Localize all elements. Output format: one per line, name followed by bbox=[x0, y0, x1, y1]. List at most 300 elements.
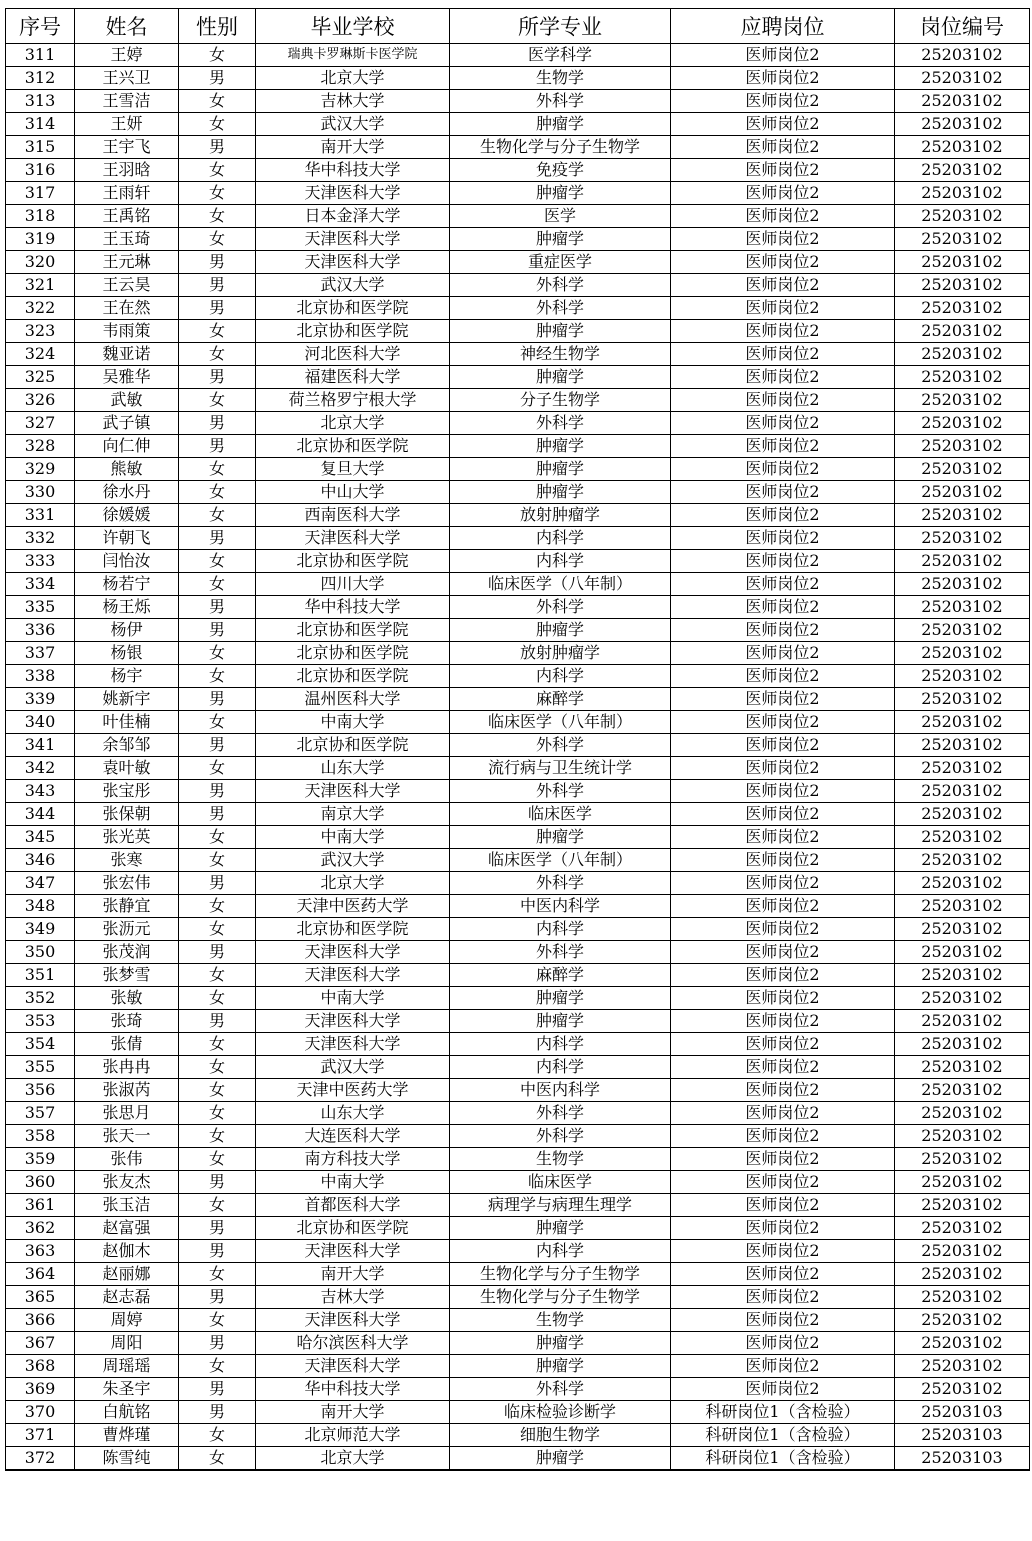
table-row bbox=[6, 366, 1030, 389]
serial-cell: 332 bbox=[6, 527, 75, 550]
gender-cell: 女 bbox=[179, 895, 256, 918]
school-cell: 北京协和医学院 bbox=[256, 918, 450, 941]
gender-cell: 女 bbox=[179, 1355, 256, 1378]
gender-cell: 男 bbox=[179, 780, 256, 803]
major-cell: 生物化学与分子生物学 bbox=[450, 1286, 671, 1309]
school-cell: 西南医科大学 bbox=[256, 504, 450, 527]
position-code-cell: 25203102 bbox=[895, 1332, 1030, 1355]
school-cell: 北京协和医学院 bbox=[256, 734, 450, 757]
position-cell: 医师岗位2 bbox=[671, 389, 895, 412]
school-cell: 武汉大学 bbox=[256, 113, 450, 136]
serial-cell: 365 bbox=[6, 1286, 75, 1309]
major-cell: 肿瘤学 bbox=[450, 987, 671, 1010]
major-cell: 内科学 bbox=[450, 550, 671, 573]
major-cell: 肿瘤学 bbox=[450, 1447, 671, 1471]
position-cell: 科研岗位1（含检验） bbox=[671, 1401, 895, 1424]
serial-cell: 321 bbox=[6, 274, 75, 297]
serial-cell: 350 bbox=[6, 941, 75, 964]
name-cell: 杨银 bbox=[75, 642, 179, 665]
gender-cell: 女 bbox=[179, 1079, 256, 1102]
gender-cell: 男 bbox=[179, 872, 256, 895]
table-row bbox=[6, 1424, 1030, 1447]
position-cell: 医师岗位2 bbox=[671, 918, 895, 941]
serial-cell: 342 bbox=[6, 757, 75, 780]
position-cell: 医师岗位2 bbox=[671, 527, 895, 550]
table-row bbox=[6, 1332, 1030, 1355]
name-cell: 曹烨瑾 bbox=[75, 1424, 179, 1447]
name-cell: 魏亚诺 bbox=[75, 343, 179, 366]
position-code-cell: 25203103 bbox=[895, 1424, 1030, 1447]
position-cell: 医师岗位2 bbox=[671, 1102, 895, 1125]
name-cell: 朱圣宇 bbox=[75, 1378, 179, 1401]
gender-cell: 男 bbox=[179, 688, 256, 711]
serial-cell: 324 bbox=[6, 343, 75, 366]
major-cell: 细胞生物学 bbox=[450, 1424, 671, 1447]
position-cell: 医师岗位2 bbox=[671, 205, 895, 228]
table-row bbox=[6, 826, 1030, 849]
position-cell: 医师岗位2 bbox=[671, 274, 895, 297]
position-code-cell: 25203102 bbox=[895, 895, 1030, 918]
table-row bbox=[6, 803, 1030, 826]
serial-cell: 315 bbox=[6, 136, 75, 159]
name-cell: 陈雪纯 bbox=[75, 1447, 179, 1471]
position-code-cell: 25203102 bbox=[895, 182, 1030, 205]
name-cell: 向仁伸 bbox=[75, 435, 179, 458]
gender-cell: 女 bbox=[179, 1447, 256, 1471]
school-cell: 中山大学 bbox=[256, 481, 450, 504]
table-row bbox=[6, 67, 1030, 90]
serial-cell: 352 bbox=[6, 987, 75, 1010]
serial-cell: 312 bbox=[6, 67, 75, 90]
school-cell: 天津医科大学 bbox=[256, 1033, 450, 1056]
school-cell: 中南大学 bbox=[256, 1171, 450, 1194]
name-cell: 张宝彤 bbox=[75, 780, 179, 803]
table-header bbox=[6, 9, 1030, 44]
school-cell: 吉林大学 bbox=[256, 90, 450, 113]
position-cell: 医师岗位2 bbox=[671, 1309, 895, 1332]
gender-cell: 女 bbox=[179, 550, 256, 573]
position-cell: 医师岗位2 bbox=[671, 964, 895, 987]
school-cell: 天津医科大学 bbox=[256, 1355, 450, 1378]
table-row bbox=[6, 757, 1030, 780]
major-cell: 肿瘤学 bbox=[450, 228, 671, 251]
gender-cell: 男 bbox=[179, 297, 256, 320]
major-cell: 生物学 bbox=[450, 67, 671, 90]
major-cell: 外科学 bbox=[450, 297, 671, 320]
serial-cell: 336 bbox=[6, 619, 75, 642]
gender-cell: 女 bbox=[179, 182, 256, 205]
name-cell: 熊敏 bbox=[75, 458, 179, 481]
name-cell: 周瑶瑶 bbox=[75, 1355, 179, 1378]
table-row bbox=[6, 297, 1030, 320]
name-cell: 王禹铭 bbox=[75, 205, 179, 228]
school-cell: 天津医科大学 bbox=[256, 941, 450, 964]
gender-cell: 男 bbox=[179, 274, 256, 297]
table-row bbox=[6, 1447, 1030, 1471]
serial-cell: 353 bbox=[6, 1010, 75, 1033]
major-cell: 神经生物学 bbox=[450, 343, 671, 366]
school-cell: 北京协和医学院 bbox=[256, 1217, 450, 1240]
school-cell: 北京协和医学院 bbox=[256, 297, 450, 320]
table-row bbox=[6, 1033, 1030, 1056]
name-cell: 袁叶敏 bbox=[75, 757, 179, 780]
position-cell: 医师岗位2 bbox=[671, 826, 895, 849]
gender-cell: 男 bbox=[179, 619, 256, 642]
gender-cell: 男 bbox=[179, 941, 256, 964]
major-cell: 外科学 bbox=[450, 1102, 671, 1125]
position-code-cell: 25203103 bbox=[895, 1401, 1030, 1424]
position-cell: 医师岗位2 bbox=[671, 44, 895, 67]
serial-cell: 343 bbox=[6, 780, 75, 803]
school-cell: 天津医科大学 bbox=[256, 964, 450, 987]
col-header-major: 所学专业 bbox=[450, 9, 671, 44]
major-cell: 麻醉学 bbox=[450, 964, 671, 987]
school-cell: 武汉大学 bbox=[256, 274, 450, 297]
position-code-cell: 25203102 bbox=[895, 573, 1030, 596]
position-cell: 医师岗位2 bbox=[671, 757, 895, 780]
major-cell: 临床医学 bbox=[450, 1171, 671, 1194]
serial-cell: 323 bbox=[6, 320, 75, 343]
position-code-cell: 25203102 bbox=[895, 320, 1030, 343]
col-header-serial: 序号 bbox=[6, 9, 75, 44]
position-code-cell: 25203102 bbox=[895, 1079, 1030, 1102]
col-header-position: 应聘岗位 bbox=[671, 9, 895, 44]
serial-cell: 354 bbox=[6, 1033, 75, 1056]
position-code-cell: 25203102 bbox=[895, 1355, 1030, 1378]
position-cell: 医师岗位2 bbox=[671, 619, 895, 642]
major-cell: 肿瘤学 bbox=[450, 1355, 671, 1378]
name-cell: 徐水丹 bbox=[75, 481, 179, 504]
school-cell: 北京协和医学院 bbox=[256, 619, 450, 642]
table-row bbox=[6, 44, 1030, 67]
gender-cell: 男 bbox=[179, 1378, 256, 1401]
table-row bbox=[6, 1217, 1030, 1240]
applicant-roster-table bbox=[5, 8, 1030, 1471]
serial-cell: 372 bbox=[6, 1447, 75, 1471]
table-row bbox=[6, 642, 1030, 665]
position-cell: 医师岗位2 bbox=[671, 1079, 895, 1102]
table-row bbox=[6, 274, 1030, 297]
position-code-cell: 25203102 bbox=[895, 44, 1030, 67]
gender-cell: 女 bbox=[179, 90, 256, 113]
name-cell: 许朝飞 bbox=[75, 527, 179, 550]
major-cell: 麻醉学 bbox=[450, 688, 671, 711]
name-cell: 王兴卫 bbox=[75, 67, 179, 90]
table-row bbox=[6, 412, 1030, 435]
gender-cell: 男 bbox=[179, 67, 256, 90]
name-cell: 王妍 bbox=[75, 113, 179, 136]
name-cell: 武敏 bbox=[75, 389, 179, 412]
serial-cell: 330 bbox=[6, 481, 75, 504]
position-code-cell: 25203102 bbox=[895, 90, 1030, 113]
col-header-name: 姓名 bbox=[75, 9, 179, 44]
school-cell: 北京大学 bbox=[256, 872, 450, 895]
serial-cell: 360 bbox=[6, 1171, 75, 1194]
position-code-cell: 25203102 bbox=[895, 1056, 1030, 1079]
gender-cell: 女 bbox=[179, 44, 256, 67]
major-cell: 内科学 bbox=[450, 1056, 671, 1079]
name-cell: 姚新宇 bbox=[75, 688, 179, 711]
gender-cell: 女 bbox=[179, 1125, 256, 1148]
gender-cell: 男 bbox=[179, 251, 256, 274]
name-cell: 赵伽木 bbox=[75, 1240, 179, 1263]
position-code-cell: 25203102 bbox=[895, 1217, 1030, 1240]
position-code-cell: 25203102 bbox=[895, 987, 1030, 1010]
col-header-position-code: 岗位编号 bbox=[895, 9, 1030, 44]
position-cell: 医师岗位2 bbox=[671, 711, 895, 734]
position-cell: 医师岗位2 bbox=[671, 665, 895, 688]
school-cell: 大连医科大学 bbox=[256, 1125, 450, 1148]
serial-cell: 361 bbox=[6, 1194, 75, 1217]
table-row bbox=[6, 1194, 1030, 1217]
serial-cell: 351 bbox=[6, 964, 75, 987]
gender-cell: 女 bbox=[179, 757, 256, 780]
name-cell: 王玉琦 bbox=[75, 228, 179, 251]
major-cell: 肿瘤学 bbox=[450, 1332, 671, 1355]
major-cell: 病理学与病理生理学 bbox=[450, 1194, 671, 1217]
position-code-cell: 25203102 bbox=[895, 780, 1030, 803]
major-cell: 肿瘤学 bbox=[450, 182, 671, 205]
name-cell: 张琦 bbox=[75, 1010, 179, 1033]
gender-cell: 女 bbox=[179, 320, 256, 343]
position-code-cell: 25203102 bbox=[895, 1102, 1030, 1125]
serial-cell: 313 bbox=[6, 90, 75, 113]
name-cell: 张冉冉 bbox=[75, 1056, 179, 1079]
position-cell: 医师岗位2 bbox=[671, 343, 895, 366]
table-row bbox=[6, 1125, 1030, 1148]
major-cell: 生物化学与分子生物学 bbox=[450, 1263, 671, 1286]
school-cell: 天津中医药大学 bbox=[256, 1079, 450, 1102]
position-code-cell: 25203102 bbox=[895, 343, 1030, 366]
table-row bbox=[6, 527, 1030, 550]
name-cell: 韦雨策 bbox=[75, 320, 179, 343]
gender-cell: 男 bbox=[179, 1332, 256, 1355]
name-cell: 杨宇 bbox=[75, 665, 179, 688]
serial-cell: 344 bbox=[6, 803, 75, 826]
table-row bbox=[6, 711, 1030, 734]
serial-cell: 345 bbox=[6, 826, 75, 849]
gender-cell: 男 bbox=[179, 136, 256, 159]
position-code-cell: 25203102 bbox=[895, 435, 1030, 458]
name-cell: 张思月 bbox=[75, 1102, 179, 1125]
table-row bbox=[6, 780, 1030, 803]
name-cell: 张茂润 bbox=[75, 941, 179, 964]
position-code-cell: 25203102 bbox=[895, 688, 1030, 711]
table-row bbox=[6, 1309, 1030, 1332]
name-cell: 张梦雪 bbox=[75, 964, 179, 987]
major-cell: 免疫学 bbox=[450, 159, 671, 182]
school-cell: 首都医科大学 bbox=[256, 1194, 450, 1217]
school-cell: 中南大学 bbox=[256, 987, 450, 1010]
major-cell: 医学 bbox=[450, 205, 671, 228]
school-cell: 北京大学 bbox=[256, 1447, 450, 1471]
serial-cell: 358 bbox=[6, 1125, 75, 1148]
table-row bbox=[6, 550, 1030, 573]
school-cell: 天津医科大学 bbox=[256, 228, 450, 251]
table-row bbox=[6, 389, 1030, 412]
school-cell: 北京协和医学院 bbox=[256, 642, 450, 665]
serial-cell: 325 bbox=[6, 366, 75, 389]
gender-cell: 男 bbox=[179, 527, 256, 550]
position-code-cell: 25203102 bbox=[895, 918, 1030, 941]
gender-cell: 男 bbox=[179, 734, 256, 757]
school-cell: 华中科技大学 bbox=[256, 1378, 450, 1401]
position-cell: 医师岗位2 bbox=[671, 412, 895, 435]
position-cell: 医师岗位2 bbox=[671, 734, 895, 757]
school-cell: 南开大学 bbox=[256, 1263, 450, 1286]
major-cell: 重症医学 bbox=[450, 251, 671, 274]
serial-cell: 349 bbox=[6, 918, 75, 941]
major-cell: 外科学 bbox=[450, 941, 671, 964]
name-cell: 白航铭 bbox=[75, 1401, 179, 1424]
name-cell: 张沥元 bbox=[75, 918, 179, 941]
major-cell: 外科学 bbox=[450, 872, 671, 895]
school-cell: 四川大学 bbox=[256, 573, 450, 596]
name-cell: 张光英 bbox=[75, 826, 179, 849]
major-cell: 生物化学与分子生物学 bbox=[450, 136, 671, 159]
table-row bbox=[6, 918, 1030, 941]
position-cell: 医师岗位2 bbox=[671, 228, 895, 251]
position-code-cell: 25203102 bbox=[895, 1194, 1030, 1217]
school-cell: 华中科技大学 bbox=[256, 596, 450, 619]
gender-cell: 女 bbox=[179, 458, 256, 481]
school-cell: 哈尔滨医科大学 bbox=[256, 1332, 450, 1355]
position-cell: 医师岗位2 bbox=[671, 504, 895, 527]
major-cell: 肿瘤学 bbox=[450, 1217, 671, 1240]
major-cell: 医学科学 bbox=[450, 44, 671, 67]
serial-cell: 319 bbox=[6, 228, 75, 251]
serial-cell: 331 bbox=[6, 504, 75, 527]
serial-cell: 355 bbox=[6, 1056, 75, 1079]
position-code-cell: 25203102 bbox=[895, 412, 1030, 435]
name-cell: 杨若宁 bbox=[75, 573, 179, 596]
table-row bbox=[6, 964, 1030, 987]
table-row bbox=[6, 1079, 1030, 1102]
school-cell: 中南大学 bbox=[256, 826, 450, 849]
table-row bbox=[6, 251, 1030, 274]
position-cell: 医师岗位2 bbox=[671, 895, 895, 918]
position-code-cell: 25203102 bbox=[895, 826, 1030, 849]
major-cell: 肿瘤学 bbox=[450, 826, 671, 849]
school-cell: 北京协和医学院 bbox=[256, 435, 450, 458]
school-cell: 北京协和医学院 bbox=[256, 665, 450, 688]
gender-cell: 女 bbox=[179, 665, 256, 688]
serial-cell: 326 bbox=[6, 389, 75, 412]
school-cell: 北京大学 bbox=[256, 412, 450, 435]
gender-cell: 女 bbox=[179, 159, 256, 182]
major-cell: 临床医学（八年制） bbox=[450, 573, 671, 596]
name-cell: 闫怡汝 bbox=[75, 550, 179, 573]
major-cell: 临床医学（八年制） bbox=[450, 711, 671, 734]
school-cell: 河北医科大学 bbox=[256, 343, 450, 366]
table-row bbox=[6, 573, 1030, 596]
major-cell: 内科学 bbox=[450, 665, 671, 688]
school-cell: 天津医科大学 bbox=[256, 780, 450, 803]
major-cell: 中医内科学 bbox=[450, 1079, 671, 1102]
gender-cell: 女 bbox=[179, 113, 256, 136]
table-row bbox=[6, 895, 1030, 918]
gender-cell: 女 bbox=[179, 228, 256, 251]
name-cell: 王在然 bbox=[75, 297, 179, 320]
position-cell: 医师岗位2 bbox=[671, 849, 895, 872]
major-cell: 外科学 bbox=[450, 734, 671, 757]
gender-cell: 男 bbox=[179, 1217, 256, 1240]
table-row bbox=[6, 734, 1030, 757]
position-code-cell: 25203102 bbox=[895, 872, 1030, 895]
col-header-gender: 性别 bbox=[179, 9, 256, 44]
serial-cell: 327 bbox=[6, 412, 75, 435]
major-cell: 内科学 bbox=[450, 1033, 671, 1056]
position-code-cell: 25203102 bbox=[895, 1125, 1030, 1148]
school-cell: 山东大学 bbox=[256, 1102, 450, 1125]
school-cell: 复旦大学 bbox=[256, 458, 450, 481]
gender-cell: 女 bbox=[179, 481, 256, 504]
school-cell: 北京协和医学院 bbox=[256, 550, 450, 573]
col-header-school: 毕业学校 bbox=[256, 9, 450, 44]
major-cell: 肿瘤学 bbox=[450, 619, 671, 642]
serial-cell: 346 bbox=[6, 849, 75, 872]
name-cell: 张伟 bbox=[75, 1148, 179, 1171]
name-cell: 徐媛媛 bbox=[75, 504, 179, 527]
serial-cell: 362 bbox=[6, 1217, 75, 1240]
name-cell: 赵丽娜 bbox=[75, 1263, 179, 1286]
major-cell: 肿瘤学 bbox=[450, 1010, 671, 1033]
position-cell: 医师岗位2 bbox=[671, 803, 895, 826]
major-cell: 生物学 bbox=[450, 1309, 671, 1332]
table-row bbox=[6, 343, 1030, 366]
position-cell: 医师岗位2 bbox=[671, 1355, 895, 1378]
major-cell: 外科学 bbox=[450, 780, 671, 803]
serial-cell: 348 bbox=[6, 895, 75, 918]
school-cell: 南开大学 bbox=[256, 1401, 450, 1424]
position-code-cell: 25203102 bbox=[895, 504, 1030, 527]
table-row bbox=[6, 1010, 1030, 1033]
position-code-cell: 25203102 bbox=[895, 458, 1030, 481]
school-cell: 华中科技大学 bbox=[256, 159, 450, 182]
position-code-cell: 25203102 bbox=[895, 527, 1030, 550]
school-cell: 日本金泽大学 bbox=[256, 205, 450, 228]
name-cell: 周婷 bbox=[75, 1309, 179, 1332]
position-code-cell: 25203102 bbox=[895, 734, 1030, 757]
major-cell: 肿瘤学 bbox=[450, 320, 671, 343]
table-row bbox=[6, 1355, 1030, 1378]
table-row bbox=[6, 136, 1030, 159]
serial-cell: 317 bbox=[6, 182, 75, 205]
position-cell: 医师岗位2 bbox=[671, 67, 895, 90]
major-cell: 外科学 bbox=[450, 1125, 671, 1148]
major-cell: 外科学 bbox=[450, 412, 671, 435]
gender-cell: 女 bbox=[179, 642, 256, 665]
gender-cell: 女 bbox=[179, 1309, 256, 1332]
school-cell: 北京师范大学 bbox=[256, 1424, 450, 1447]
name-cell: 王云昊 bbox=[75, 274, 179, 297]
position-cell: 医师岗位2 bbox=[671, 1171, 895, 1194]
serial-cell: 340 bbox=[6, 711, 75, 734]
name-cell: 张宏伟 bbox=[75, 872, 179, 895]
table-row bbox=[6, 1263, 1030, 1286]
position-code-cell: 25203102 bbox=[895, 1033, 1030, 1056]
header-row bbox=[6, 9, 1030, 44]
gender-cell: 女 bbox=[179, 826, 256, 849]
gender-cell: 男 bbox=[179, 366, 256, 389]
table-row bbox=[6, 113, 1030, 136]
position-code-cell: 25203102 bbox=[895, 964, 1030, 987]
table-row bbox=[6, 688, 1030, 711]
serial-cell: 338 bbox=[6, 665, 75, 688]
name-cell: 赵富强 bbox=[75, 1217, 179, 1240]
position-code-cell: 25203102 bbox=[895, 711, 1030, 734]
serial-cell: 334 bbox=[6, 573, 75, 596]
